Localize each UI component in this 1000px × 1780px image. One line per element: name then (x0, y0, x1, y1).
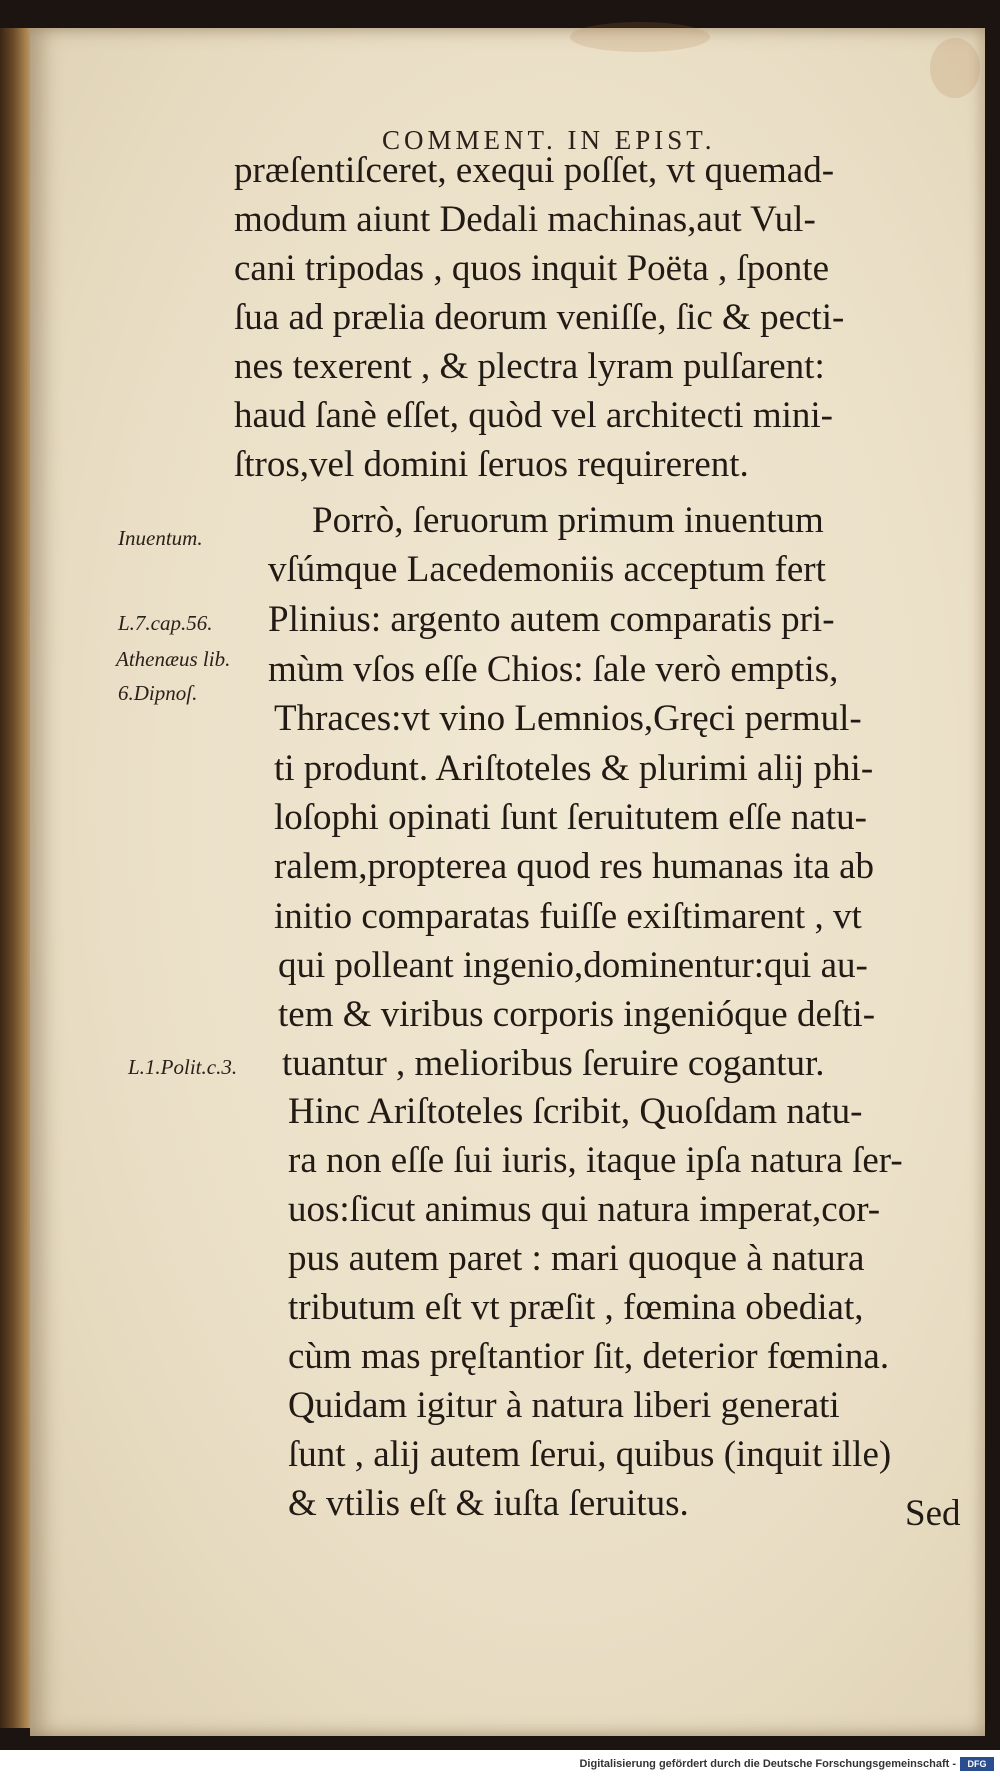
text-line: tem & viribus corporis ingenióque deſti- (278, 994, 876, 1035)
text-line: ti produnt. Ariſtoteles & plurimi alij phi- (274, 748, 874, 789)
footer-credit: Digitalisierung gefördert durch die Deutsche Forschungsgemeinschaft - (579, 1758, 956, 1770)
text-line: Porrò, ſeruorum primum inuentum (312, 500, 824, 541)
text-line: uos:ſicut animus qui natura imperat,cor- (288, 1189, 881, 1230)
text-line: initio comparatas fuiſſe exiſtimarent , vt (274, 896, 862, 937)
paper-stain (570, 22, 710, 52)
margin-note: Athenæus lib. (116, 647, 231, 671)
text-line: Hinc Ariſtoteles ſcribit, Quoſdam natu- (288, 1091, 863, 1132)
running-head: COMMENT. IN EPIST. (382, 125, 716, 155)
text-line: ralem,propterea quod res humanas ita ab (274, 846, 874, 887)
paper-stain (930, 38, 980, 98)
text-line: qui polleant ingenio,dominentur:qui au- (278, 945, 868, 986)
text-line: tuantur , melioribus ſeruire cogantur. (282, 1043, 825, 1084)
text-line: ſtros,vel domini ſeruos requirerent. (234, 444, 749, 485)
text-line: ra non eſſe ſui iuris, itaque ipſa natura ſer- (288, 1140, 903, 1181)
margin-note: L.7.cap.56. (118, 611, 213, 635)
text-line: cùm mas pręſtantior ſit, deterior fœmina. (288, 1336, 890, 1377)
text-line: Thraces:vt vino Lemnios,Gręci permul- (274, 698, 862, 739)
text-line: haud ſanè eſſet, quòd vel architecti mini- (234, 395, 833, 436)
text-line: cani tripodas , quos inquit Poëta , ſponte (234, 248, 829, 289)
text-line: tributum eſt vt præſit , fœmina obediat, (288, 1287, 864, 1328)
text-line: mùm vſos eſſe Chios: ſale verò emptis, (268, 649, 839, 690)
text-line: ſua ad prælia deorum veniſſe, ſic & pecti- (234, 297, 845, 338)
margin-note: 6.Dipnoſ. (118, 681, 198, 705)
text-line: nes texerent , & plectra lyram pulſarent: (234, 346, 825, 387)
margin-note: L.1.Polit.c.3. (128, 1055, 238, 1079)
text-line: & vtilis eſt & iuſta ſeruitus. (288, 1483, 689, 1524)
footer-bar (0, 1750, 1000, 1780)
text-line: pus autem paret : mari quoque à natura (288, 1238, 865, 1279)
text-line: Plinius: argento autem comparatis pri- (268, 599, 835, 640)
text-line: Quidam igitur à natura liberi generati (288, 1385, 840, 1426)
text-line: loſophi opinati ſunt ſeruitutem eſſe natu- (274, 797, 867, 838)
dfg-logo: DFG (960, 1757, 994, 1771)
catchword: Sed (905, 1493, 961, 1534)
margin-note: Inuentum. (118, 526, 203, 550)
text-line: præſentiſceret, exequi poſſet, vt quemad- (234, 150, 835, 191)
text-line: vſúmque Lacedemoniis acceptum fert (268, 549, 826, 590)
text-line: modum aiunt Dedali machinas,aut Vul- (234, 199, 816, 240)
book-spine-edge (0, 28, 34, 1728)
text-line: ſunt , alij autem ſerui, quibus (inquit ille) (288, 1434, 892, 1475)
